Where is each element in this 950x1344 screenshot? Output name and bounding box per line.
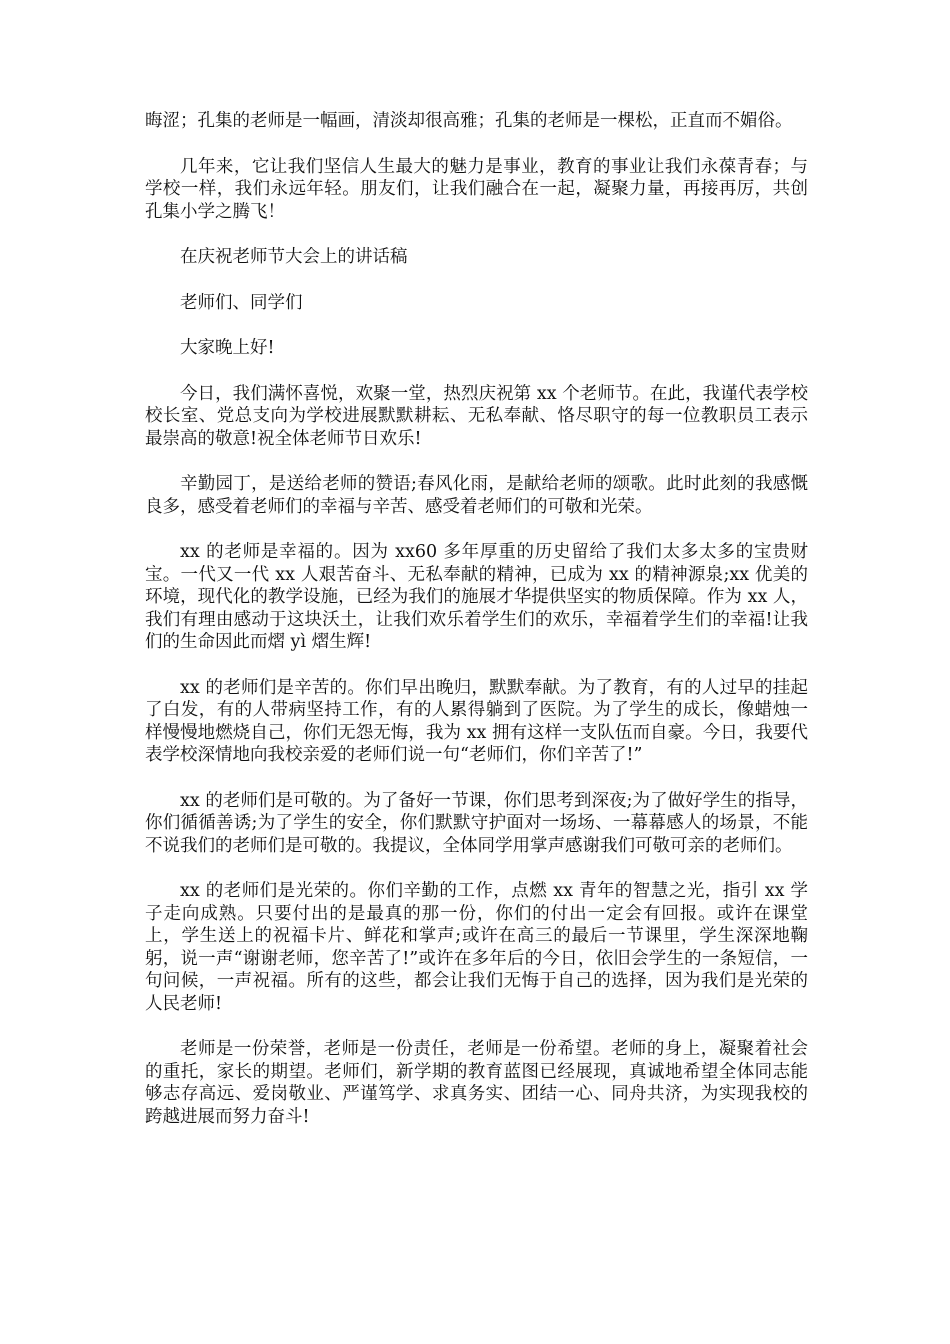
greeting: 大家晚上好! — [180, 338, 275, 358]
salutation: 老师们、同学们 — [180, 292, 303, 313]
paragraph: 今日，我们满怀喜悦，欢聚一堂，热烈庆祝第 xx 个老师节。在此，我谨代表学校校长室、党总支向为学校进展默默耕耘、无私奉献、恪尽职守的每一位教职员工表示最崇高的敬意!祝全体老师节日欢乐! — [145, 383, 808, 449]
paragraph: 几年来，它让我们坚信人生最大的魅力是事业，教育的事业让我们永葆青春；与学校一样，我们永远年轻。朋友们，让我们融合在一起，凝聚力量，再接再厉，共创孔集小学之腾飞！ — [145, 156, 808, 222]
paragraph: 老师是一份荣誉，老师是一份责任，老师是一份希望。老师的身上，凝聚着社会的重托，家长的期望。老师们，新学期的教育蓝图已经展现，真诚地希望全体同志能够志存高远、爱岗敬业、严谨笃学、求真务实、团结一心、同舟共济，为实现我校的跨越进展而努力奋斗! — [145, 1039, 808, 1127]
document-page — [145, 110, 808, 1151]
paragraph: xx 的老师是幸福的。因为 xx60 多年厚重的历史留给了我们太多太多的宝贵财宝。一代又一代 xx 人艰苦奋斗、无私奉献的精神，已成为 xx 的精神源泉;xx 优美的环境，现代化的教学设施，已经为我们的施展才华提供坚实的物质保障。作为 xx 人，我们有理由感动于这块沃土，让我们欢乐着学生们的欢乐，幸福着学生们的幸福!让我们的生命因此而熠 yì 熠生辉! — [145, 542, 808, 652]
paragraph: xx 的老师们是光荣的。你们辛勤的工作，点燃 xx 青年的智慧之光，指引 xx 学子走向成熟。只要付出的是最真的那一份，你们的付出一定会有回报。或许在课堂上，学生送上的祝福卡片、鲜花和掌声;或许在高三的最后一节课里，学生深深地鞠躬，说一声“谢谢老师，您辛苦了!”或许在多年后的今日，依旧会学生的一条短信，一句问候，一声祝福。所有的这些，都会让我们无悔于自己的选择，因为我们是光荣的人民老师! — [145, 881, 808, 1014]
speech-title: 在庆祝老师节大会上的讲话稿 — [180, 247, 408, 267]
paragraph: xx 的老师们是可敬的。为了备好一节课，你们思考到深夜;为了做好学生的指导，你们循循善诱;为了学生的安全，你们默默守护面对一场场、一幕幕感人的场景，不能不说我们的老师们是可敬的。我提议，全体同学用掌声感谢我们可敬可亲的老师们。 — [145, 790, 808, 856]
paragraph: 辛勤园丁，是送给老师的赞语;春风化雨，是献给老师的颂歌。此时此刻的我感慨良多，感受着老师们的幸福与辛苦、感受着老师们的可敬和光荣。 — [145, 474, 808, 517]
paragraph: xx 的老师们是辛苦的。你们早出晚归，默默奉献。为了教育，有的人过早的挂起了白发，有的人带病坚持工作，有的人累得躺到了医院。为了学生的成长，像蜡烛一样慢慢地燃烧自己，你们无怨无悔，我为 xx 拥有这样一支队伍而自豪。今日，我要代表学校深情地向我校亲爱的老师们说一句“老师们，你们辛苦了!” — [145, 677, 808, 765]
paragraph: 晦涩；孔集的老师是一幅画，清淡却很高雅；孔集的老师是一棵松，正直而不媚俗。 — [145, 111, 793, 131]
